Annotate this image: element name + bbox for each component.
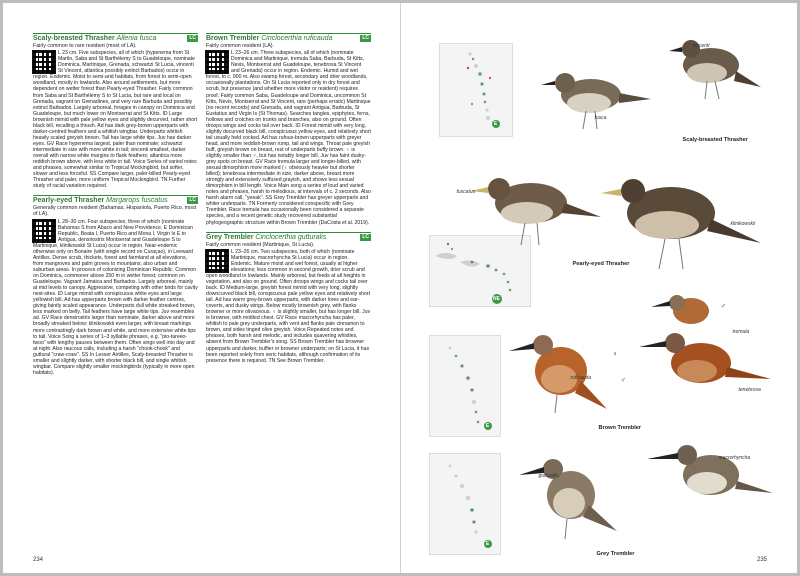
bird-tenebrosa <box>639 333 771 383</box>
species-text: L 23 cm. Five subspecies, all of which (hypenema from St Martin, Saba and St Barthélemy S to Guadeloupe, nominate Dominica, Martinique, Grenada, schwartzi St Lucia, vincenti St Vincent, atlantica possibly extinct Barbados) occur in region. Endemic. Moist to semi-arid habitats, from forest to semi-open woodland, mostly in lowlands. Also around settlements, but more dependent on wetter forest than Pearly-eyed Thrasher. Fairly common from Saba and St Barthélemy S to St Lucia, but rare and local on Grenada, vagrant on Grenadines, and very rare Barbuda and possibly extinct Barbados. Largely arboreal, forages in canopy on Dominica and Guadeloupe, but much lower on Montserrat and St Kitts. ID Large brownish mimid with pale yellow eyes and slightly decurved, rather short black bill, recalling a thrush. Ad has dark grey-brown upperparts with darker-centred feathers and a whitish wingbar. Underparts whitish heavily scaled greyish brown. Tail has large white tips. Juv has darker eyes. GV Race hypenema largest, paler than nominate; schwartzi intermediate in size with more white in tail; vincenti smallest, darker overall with narrow white margins to flank feathers; atlantica more reddish brown above, with less white in tail. Voice Series of varied notes and phrases, somewhat similar to Tropical Mockingbird, but softer, slower and less forceful. SS Compare larger, paler-billed Pearly-eyed Thrasher and paler, more uniform Tropical Mockingbird. TN Further study of racial variation required. <box>33 50 198 190</box>
species-title: Pearly-eyed Thrasher Margarops fuscatus <box>33 197 168 205</box>
page-235 <box>401 3 798 573</box>
bird-gutturalis <box>519 459 617 539</box>
species-title: Brown Trembler Cinclocerthia ruficauda <box>206 35 333 42</box>
bird-tremula <box>651 295 709 324</box>
column-left <box>33 33 198 376</box>
range-map-grey-trembler <box>429 453 501 555</box>
label-macrorhyncha: macrorhyncha <box>718 455 751 461</box>
qr-code-icon[interactable] <box>33 220 55 242</box>
page-234 <box>3 3 401 573</box>
scaly-breasted-thrasher-illustrations <box>531 25 781 145</box>
brown-trembler-illustrations <box>501 291 781 421</box>
column-right <box>206 33 371 364</box>
species-text: L 23–26 cm. Two subspecies, both of which (nominate Martinique, macrorhyncha St Lucia) occur in region. Endemic. Mature moist and wet forest, usually at higher elevations; less common in second growth, drier scrub and open woodland in lowlands. Mainly arboreal, but feeds at all heights in vegetation, and also on ground. Often droops wings and cocks tail over back. ID Medium-large, greyish forest mimid with very long, slightly downcurved black bill, conspicuous pale yellow eyes and relatively short tail. Ad has warm grey-brown upperparts, with darker lores and ear-coverts, and dusky wings. Below mostly brownish grey, with flanks browner or more olivaceous. ♀ is slightly smaller, but has longer bill. Juv is browner, with mottled chest. GV Race macrorhyncha has paler, whitish to pale grey underparts, with vent and flanks pale cinnamon to brown, and sides tinged olive greyish. Voice Repeated notes and phrases, both harsh and melodic, and includes quavering whistles, absent from Brown Trembler's song. SS Brown Trembler has browner upperparts and darker, buffier or browner underparts; on St Lucia, it has been reported solely from xeric habitats, although confirmation of its presence there is required. TN See Brown Trembler. <box>206 248 371 364</box>
iucn-badge: LC <box>362 35 369 41</box>
endemic-tag: E <box>484 422 492 430</box>
male-symbol: ♂ <box>720 303 726 310</box>
species-entry-scaly-breasted-thrasher <box>33 33 198 189</box>
island-chain-icon <box>430 454 500 554</box>
label-fusca: fusca <box>594 115 607 121</box>
caption-brown-trembler: Brown Trembler <box>598 425 642 431</box>
label-tenebrosa: tenebrosa <box>738 387 761 393</box>
iucn-badge: LC <box>189 35 196 41</box>
female-symbol: ♀ <box>612 351 618 358</box>
page-number: 235 <box>756 557 767 563</box>
species-title: Grey Trembler Cinclocerthia gutturalis <box>206 233 327 241</box>
species-text: L 23–26 cm. Three subspecies, all of which (nominate Dominica and Martinique, tremula Saba, Barbuda, St Kitts, Nevis, Montserrat and Guadeloupe, tenebrosa St Vincent and Grenada) occur in region. Endemic. Humid and wet forest, to c. 900 m. Also swamp forest, secondary and drier woodlands, occasionally plantations. On St Lucia reported only in dry forest and scrub, but presence (and whether more visitor or resident) requires proof. Fairly common Saba, Guadeloupe and Dominica, uncommon St Kitts, Nevis, Montserrat and St Vincent, rare (perhaps erratic) Martinique (no recent records) and Grenada, and vagrant Antigua, Barbuda, St Eustatius and Virgin Is (St Thomas). Searches tangles, epiphytes, ferns, hollows and crotches on trunks and branches, also on ground. Often droops wings and cocks tail over back. ID Forest mimid with very long, slightly decurved black bill, conspicuous yellow eyes, and relatively short tail usually held cocked. Ad has rufous-brown upperparts with greyer head, and more reddish-brown rump, tail and wings. Throat pale greyish buff, greyish brown on breast, rest of underparts buffy brown. ♀ is slightly smaller than ♂, but has notably longer bill. Juv has faint dusky-grey spots on breast. GV Race tremula larger and longer-billed, with sexual dimorphism more marked (♀ obviously heavier but shorter billed); tenebrosa intermediate in size, darker above, breast more strongly and extensively suffused grayish, and shows less sexual dimorphism in bill length. Voice Main song a series of loud and varied notes and phrases, harsh to melodious, at intervals of c. 2 seconds. Also harsh alarm call, "yeeak". SS Grey Trembler has greyer upperparts and whiter underparts. TN Formerly considered conspecific with Grey Trembler. Race tremula has occasionally been considered a separate species, and a recent genetic study recovered substantial phylogeographic structure within Brown Trembler (DaCosta et al. 2019). <box>206 50 371 226</box>
endemic-tag: E <box>484 540 492 548</box>
page-number: 234 <box>33 557 44 563</box>
latin-name: Margarops fuscatus <box>106 197 168 205</box>
label-fuscatus: fuscatus <box>456 189 476 195</box>
status-line: Fairly common to rare resident (most of LA). <box>33 43 137 49</box>
qr-code-icon[interactable] <box>206 51 228 73</box>
iucn-badge: LC <box>362 233 369 240</box>
status-line: Generally common resident (Bahamas, Hispaniola, Puerto Rico, most of LA). <box>33 205 197 218</box>
bird-vincenti <box>669 40 761 99</box>
range-map-brown-trembler <box>429 335 501 437</box>
range-map-scaly-breasted-thrasher <box>439 43 513 137</box>
species-text: L 28–30 cm. Four subspecies, three of which (nominate Bahamas S from Abaco and New Providence, E Dominican Republic, Beata I, Puerto Rico and Mona I, Virgin Is E to Antigua, densirostris Montserrat and Guadeloupe S to Martinique, klinikowskii St Lucia) occur in region. Near-endemic otherwise only on Bonaire (with single record on Curaçao), in Leeward Antilles. Dense scrub, thickets, forest and farmland at all elevations, from mangroves and palm groves to mountains; also urban and suburban areas. In process of colonizing Dominican Republic. Common on Dominica, commoner above 250 m in wetter forest; common on Guadeloupe. Vagrant Jamaica and Barbados. Largely arboreal, mainly at mid levels to canopy. Aggressive, competing with other birds for cavity nest-sites. ID Large mimid with conspicuous white eyes and large yellowish bill. Ad has upperparts brown with darker feather centres, giving faintly scaled appearance. Underparts dull white streaked brown, less marked on belly. Tail feathers have large white tips. Juv resembles ad. GV Race densirostris larger than nominate, darker above and more broadly streaked below; klinikowskii even larger, with breast markings more contrastingly dark brown and white, and more extensive white tips to tail. Voice Song a series of 1–3 syllable phrases, e.g. "pio-tareeo-twoo" with lengthy pauses between them. Often sings well into day and at night. Also raucous calls, including a harsh "chook-chook" and guttural "craw-craw". SS In Lesser Antilles, Scaly-breasted Thrasher is smaller and slightly darker, with shorter black bill, and single whitish wingbar. Compare slightly smaller mockingbirds (typically in more open habitats). <box>33 218 198 376</box>
grey-trembler-illustrations <box>501 435 781 545</box>
near-endemic-tag: NE <box>493 296 500 302</box>
latin-name: Cinclocerthia gutturalis <box>255 233 327 241</box>
status-line: Fairly common resident (Martinique, St Lucia). <box>206 241 315 248</box>
label-vincenti: vincenti <box>692 43 710 49</box>
bird-ruficauda <box>509 335 607 413</box>
caption-scaly-breasted-thrasher: Scaly-breasted Thrasher <box>682 137 748 143</box>
species-entry-grey-trembler <box>206 232 371 364</box>
latin-name: Allenia fusca <box>116 35 157 42</box>
bird-macrorhyncha <box>647 445 773 495</box>
label-klinikowskii: klinikowskii <box>730 221 756 227</box>
book-spread <box>3 3 797 573</box>
species-entry-brown-trembler <box>206 33 371 226</box>
species-entry-pearly-eyed-thrasher <box>33 195 198 376</box>
latin-name: Cinclocerthia ruficauda <box>261 35 333 42</box>
island-chain-icon <box>440 44 512 136</box>
label-gutturalis: gutturalis <box>538 473 559 479</box>
label-ruficauda: ruficauda <box>570 375 592 381</box>
male-symbol: ♂ <box>620 377 626 384</box>
bird-fuscatus <box>471 178 601 245</box>
species-title: Scaly-breasted Thrasher Allenia fusca <box>33 35 157 42</box>
status-line: Fairly common resident (LA). <box>206 43 274 49</box>
caption-pearly-eyed-thrasher: Pearly-eyed Thrasher <box>572 261 630 267</box>
label-tremula: tremula <box>732 329 750 335</box>
qr-code-icon[interactable] <box>33 51 55 73</box>
endemic-tag: E <box>492 120 500 128</box>
island-chain-icon <box>430 336 500 436</box>
qr-code-icon[interactable] <box>206 250 228 272</box>
caption-grey-trembler: Grey Trembler <box>596 551 635 557</box>
iucn-badge: LC <box>189 197 196 204</box>
